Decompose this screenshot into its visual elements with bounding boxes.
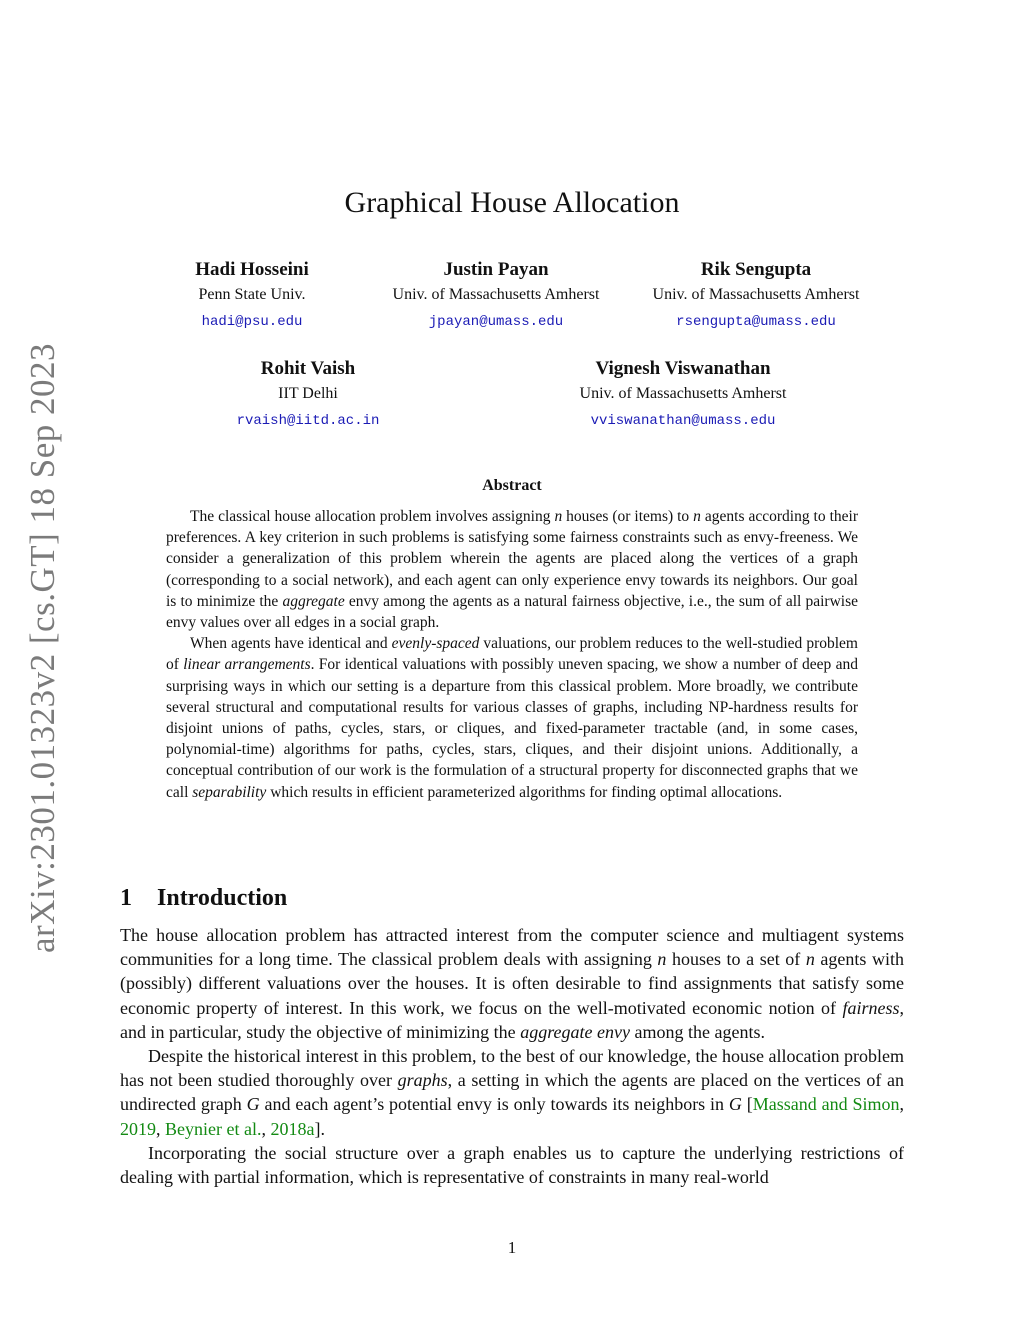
author-block xyxy=(631,259,881,331)
author-email-link[interactable]: hadi@psu.edu xyxy=(201,314,303,330)
citation-year-link[interactable]: 2019 xyxy=(120,1118,156,1139)
section-number: 1 xyxy=(120,885,132,911)
author-affiliation: Univ. of Massachusetts Amherst xyxy=(392,286,600,303)
author-email-link[interactable]: rsengupta@umass.edu xyxy=(676,314,836,330)
author-name: Hadi Hosseini xyxy=(195,259,309,280)
section-heading xyxy=(120,885,287,912)
body-paragraph: Despite the historical interest in this problem, to the best of our knowledge, the house allocation problem has not been studied thoroughly over graphs, a setting in which the agents are placed on the vertices of an undirected graph G and each agent’s potential envy is only towards its neighbors in G [Massand and Simon, 2019, Beynier et al., 2018a]. xyxy=(120,1046,904,1139)
author-name: Rohit Vaish xyxy=(260,358,356,379)
author-name: Justin Payan xyxy=(443,259,549,280)
paper-title: Graphical House Allocation xyxy=(344,186,680,219)
author-email-link[interactable]: jpayan@umass.edu xyxy=(428,314,564,330)
author-name: Rik Sengupta xyxy=(700,259,812,280)
abstract-body xyxy=(166,506,858,803)
author-affiliation: IIT Delhi xyxy=(278,385,338,402)
abstract-paragraph: When agents have identical and evenly-spaced valuations, our problem reduces to the well-studied problem of linear arrangements. For identical valuations with possibly uneven spacing, we show a number of deep and surprising ways in which our setting is a departure from this classical problem. More broadly, we contribute several structural and computational results for various classes of graphs, including NP-hardness results for disjoint unions of paths, cycles, stars, or cliques, and fixed-parameter tractable (and, in some cases, polynomial-time) algorithms for paths, cycles, stars, cliques, and their disjoint unions. Additionally, a conceptual contribution of our work is the formulation of a structural property for disconnected graphs that we call separability which results in efficient parameterized algorithms for finding optimal allocations. xyxy=(166,635,858,801)
author-email-link[interactable]: vviswanathan@umass.edu xyxy=(590,413,776,429)
section-body xyxy=(120,923,904,1189)
author-name: Vignesh Viswanathan xyxy=(595,358,771,379)
author-affiliation: Penn State Univ. xyxy=(198,286,306,303)
page-number: 1 xyxy=(507,1238,517,1257)
author-block xyxy=(127,259,377,331)
body-paragraph: Incorporating the social structure over a graph enables us to capture the underlying restrictions of dealing with partial information, which is representative of constraints in many real-world xyxy=(120,1142,904,1188)
abstract-paragraph: The classical house allocation problem involves assigning n houses (or items) to n agents according to their preferences. A key criterion in such problems is satisfying some fairness constraints such as envy-freeness. We consider a generalization of this problem wherein the agents are placed along the vertices of a graph (corresponding to a social network), and each agent can only experience envy towards its neighbors. Our goal is to minimize the aggregate envy among the agents as a natural fairness objective, i.e., the sum of all pairwise envy values over all edges in a social graph. xyxy=(166,508,859,632)
arxiv-identifier: arXiv:2301.01323v2 [cs.GT] 18 Sep 2023 xyxy=(23,342,62,954)
citation-year-link[interactable]: 2018a xyxy=(270,1118,315,1139)
abstract-heading: Abstract xyxy=(482,477,542,494)
author-affiliation: Univ. of Massachusetts Amherst xyxy=(579,385,787,402)
author-email-link[interactable]: rvaish@iitd.ac.in xyxy=(236,413,380,429)
author-affiliation: Univ. of Massachusetts Amherst xyxy=(652,286,860,303)
author-block xyxy=(371,259,621,331)
author-block xyxy=(183,358,433,430)
body-paragraph: The house allocation problem has attracted interest from the computer science and multiagent systems communities for a long time. The classical problem deals with assigning n houses to a set of n agents with (possibly) different valuations over the houses. It is often desirable to find assignments that satisfy some economic property of interest. In this work, we focus on the well-motivated economic notion of fairness, and in particular, study the objective of minimizing the aggregate envy among the agents. xyxy=(120,925,904,1042)
author-block xyxy=(558,358,808,430)
section-title: Introduction xyxy=(157,885,288,911)
citation-link[interactable]: Beynier et al. xyxy=(165,1118,262,1139)
citation-link[interactable]: Massand and Simon xyxy=(752,1094,900,1115)
